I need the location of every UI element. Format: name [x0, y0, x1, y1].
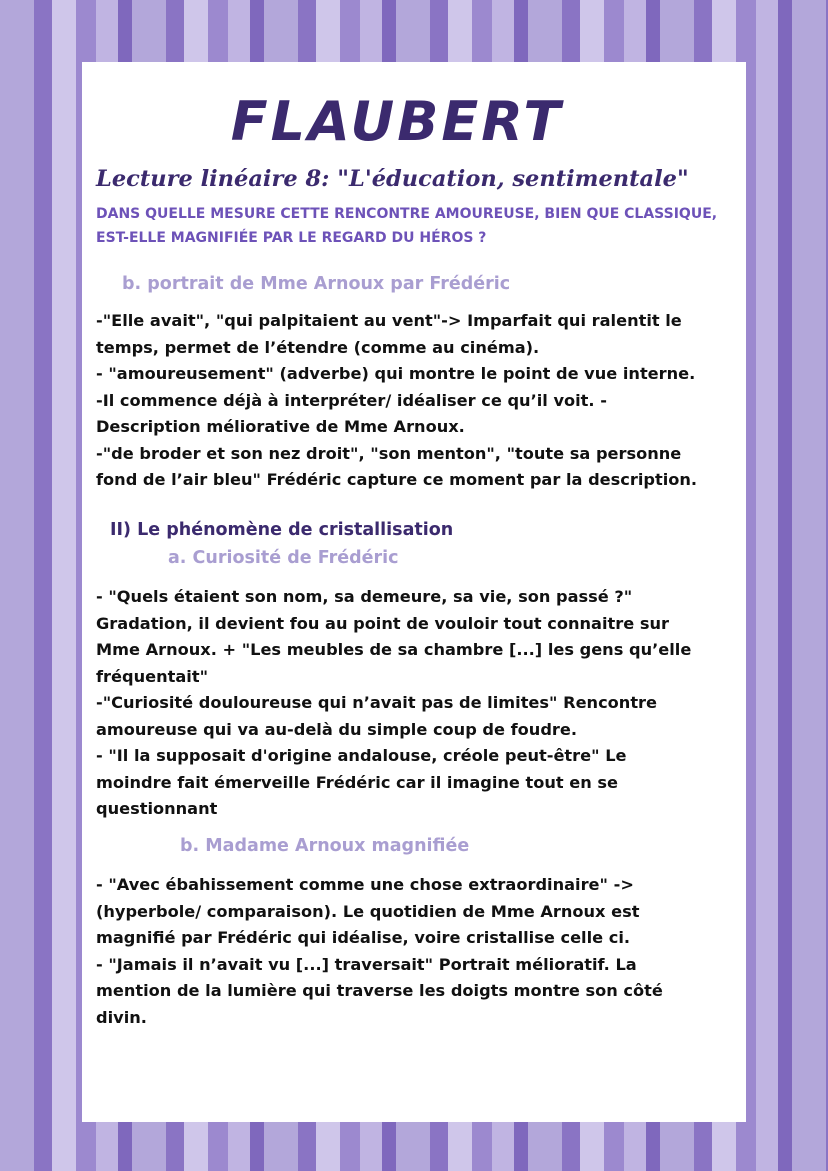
body-line: temps, permet de l’étendre (comme au cinéma).: [96, 337, 540, 357]
body-line: Mme Arnoux. + "Les meubles de sa chambre [...] les gens qu’elle: [96, 640, 692, 659]
page-subtitle: Lecture linéaire 8: "L'éducation, sentimentale": [96, 166, 689, 192]
body-line: fond de l’air bleu" Frédéric capture ce moment par la description.: [96, 470, 698, 489]
body-line: Description méliorative de Mme Arnoux.: [96, 417, 465, 436]
section-body-portrait: [96, 308, 736, 494]
body-line: amoureuse qui va au-delà du simple coup de foudre.: [96, 719, 578, 739]
body-line: - "Jamais il n’avait vu [...] traversait" Portrait mélioratif. La: [96, 954, 637, 974]
body-line: - "Quels étaient son nom, sa demeure, sa vie, son passé ?": [96, 587, 633, 606]
content-card: [82, 62, 746, 1122]
section-body-curiosite: [96, 584, 736, 823]
section-body-magnifiee: [96, 872, 736, 1031]
section-heading-magnifiee: b. Madame Arnoux magnifiée: [180, 836, 470, 856]
part-heading-cristallisation: II) Le phénomène de cristallisation: [110, 520, 454, 540]
body-line: -"Curiosité douloureuse qui n’avait pas de limites" Rencontre: [96, 693, 658, 712]
page-title: FLAUBERT: [230, 90, 564, 153]
question-line: DANS QUELLE MESURE CETTE RENCONTRE AMOUREUSE, BIEN QUE CLASSIQUE,: [96, 206, 718, 222]
body-line: - "Avec ébahissement comme une chose extraordinaire" ->: [96, 875, 634, 894]
body-line: Gradation, il devient fou au point de vouloir tout connaitre sur: [96, 613, 669, 633]
body-line: divin.: [96, 1007, 147, 1027]
body-line: -Il commence déjà à interpréter/ idéaliser ce qu’il voit. -: [96, 390, 607, 410]
body-line: (hyperbole/ comparaison). Le quotidien de Mme Arnoux est: [96, 901, 640, 921]
body-line: questionnant: [96, 799, 218, 818]
body-line: -"de broder et son nez droit", "son menton", "toute sa personne: [96, 443, 682, 463]
body-line: fréquentait": [96, 666, 209, 686]
section-heading-portrait: b. portrait de Mme Arnoux par Frédéric: [122, 274, 511, 294]
body-line: moindre fait émerveille Frédéric car il imagine tout en se: [96, 772, 619, 792]
body-line: - "Il la supposait d'origine andalouse, créole peut-être" Le: [96, 746, 627, 765]
body-line: magnifié par Frédéric qui idéalise, voire cristallise celle ci.: [96, 928, 631, 947]
body-line: mention de la lumière qui traverse les doigts montre son côté: [96, 981, 663, 1000]
section-heading-curiosite: a. Curiosité de Frédéric: [168, 548, 399, 568]
body-line: - "amoureusement" (adverbe) qui montre le point de vue interne.: [96, 364, 696, 383]
problematic-question: [96, 202, 736, 250]
body-line: -"Elle avait", "qui palpitaient au vent"-> Imparfait qui ralentit le: [96, 311, 682, 330]
question-line: EST-ELLE MAGNIFIÉE PAR LE REGARD DU HÉROS ?: [96, 230, 487, 246]
